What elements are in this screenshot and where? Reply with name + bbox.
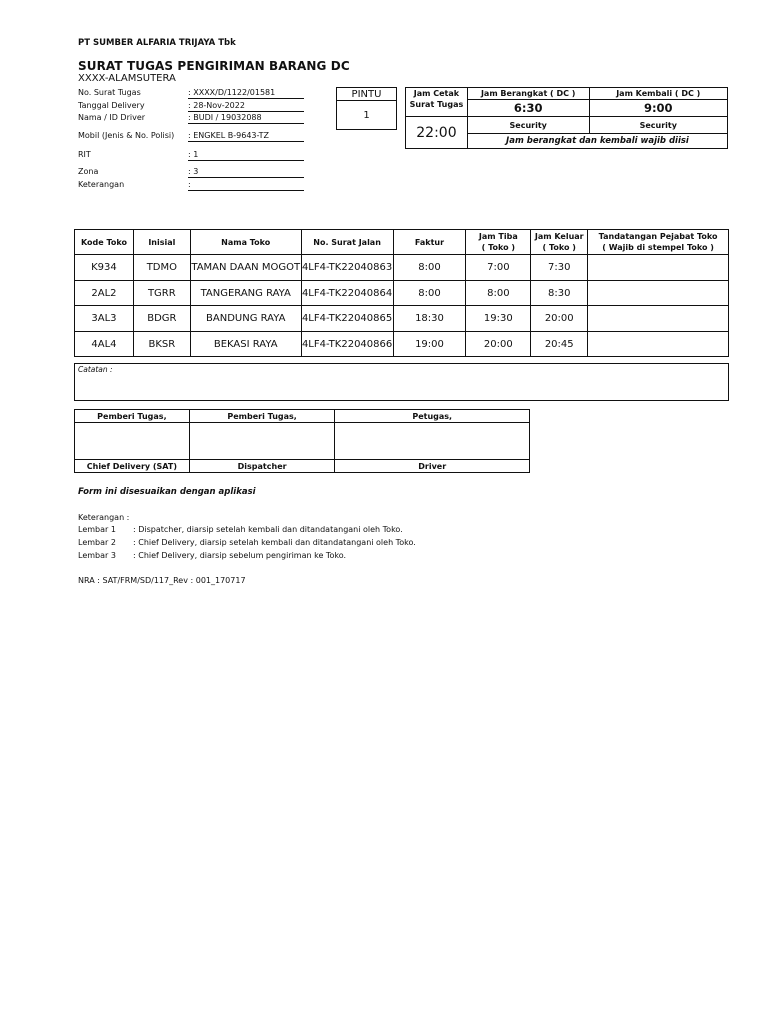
col-tandatangan: Tandatangan Pejabat Toko ( Wajib di stempel Toko ) [588, 230, 729, 255]
security-berangkat: Security [467, 117, 589, 134]
info-label: Keterangan [78, 180, 125, 189]
sign-header: Petugas, [335, 410, 530, 423]
signature-cell [588, 332, 729, 357]
sign-space [335, 423, 530, 460]
document-title: SURAT TUGAS PENGIRIMAN BARANG DC [78, 59, 350, 73]
table-row: K934 TDMO TAMAN DAAN MOGOT 4LF4-TK22040863 8:00 7:00 7:30 [75, 255, 729, 281]
info-value: : BUDI / 19032088 [188, 113, 304, 124]
info-value: : 1 [188, 150, 304, 161]
signature-cell [588, 255, 729, 281]
sign-role: Driver [335, 460, 530, 473]
sign-space [75, 423, 190, 460]
time-note: Jam berangkat dan kembali wajib diisi [467, 134, 727, 149]
jam-berangkat-label: Jam Berangkat ( DC ) [467, 88, 589, 100]
nra-code: NRA : SAT/FRM/SD/117_Rev : 001_170717 [78, 576, 246, 585]
time-box [405, 87, 728, 149]
sign-header: Pemberi Tugas, [189, 410, 335, 423]
sign-role: Dispatcher [189, 460, 335, 473]
pintu-value: 1 [337, 101, 397, 130]
col-nama: Nama Toko [190, 230, 301, 255]
company-name: PT SUMBER ALFARIA TRIJAYA Tbk [78, 38, 236, 48]
info-value: : ENGKEL B-9643-TZ [188, 131, 304, 142]
col-jam-keluar: Jam Keluar ( Toko ) [531, 230, 588, 255]
info-value: : 3 [188, 167, 304, 178]
lembar-label: Lembar 3 [78, 551, 116, 560]
info-label: Tanggal Delivery [78, 101, 145, 110]
lembar-desc: : Dispatcher, diarsip setelah kembali dan ditandatangani oleh Toko. [133, 525, 403, 534]
pintu-box [336, 87, 397, 130]
lembar-desc: : Chief Delivery, diarsip setelah kembali dan ditandatangani oleh Toko. [133, 538, 416, 547]
jam-cetak-label: Jam Cetak Surat Tugas [406, 88, 468, 117]
col-kode: Kode Toko [75, 230, 134, 255]
col-inisial: Inisial [133, 230, 190, 255]
info-value: : [188, 180, 304, 191]
info-label: Zona [78, 167, 99, 176]
catatan-label: Catatan : [78, 365, 113, 374]
table-row: 4AL4 BKSR BEKASI RAYA 4LF4-TK22040866 19:00 20:00 20:45 [75, 332, 729, 357]
pintu-label: PINTU [337, 88, 397, 101]
lembar-label: Lembar 1 [78, 525, 116, 534]
signature-cell [588, 306, 729, 332]
document-subtitle: XXXX-ALAMSUTERA [78, 73, 176, 84]
signature-cell [588, 281, 729, 306]
table-header-row [75, 230, 729, 255]
info-value: : 28-Nov-2022 [188, 101, 304, 112]
info-value: : XXXX/D/1122/01581 [188, 88, 304, 99]
info-label: No. Surat Tugas [78, 88, 141, 97]
sign-role: Chief Delivery (SAT) [75, 460, 190, 473]
table-row: 2AL2 TGRR TANGERANG RAYA 4LF4-TK22040864 8:00 8:00 8:30 [75, 281, 729, 306]
lembar-desc: : Chief Delivery, diarsip sebelum pengiriman ke Toko. [133, 551, 346, 560]
jam-berangkat-value: 6:30 [467, 100, 589, 117]
info-label: Mobil (Jenis & No. Polisi) [78, 131, 175, 140]
jam-kembali-label: Jam Kembali ( DC ) [589, 88, 728, 100]
sign-header: Pemberi Tugas, [75, 410, 190, 423]
col-surat-jalan: No. Surat Jalan [301, 230, 393, 255]
lembar-label: Lembar 2 [78, 538, 116, 547]
sign-space [189, 423, 335, 460]
jam-cetak-value: 22:00 [406, 117, 468, 149]
store-table [74, 229, 729, 357]
catatan-box [74, 363, 729, 401]
security-kembali: Security [589, 117, 728, 134]
signature-table [74, 409, 530, 473]
keterangan-title: Keterangan : [78, 513, 130, 522]
info-label: RIT [78, 150, 91, 159]
table-row: 3AL3 BDGR BANDUNG RAYA 4LF4-TK22040865 18:30 19:30 20:00 [75, 306, 729, 332]
col-faktur: Faktur [393, 230, 466, 255]
info-label: Nama / ID Driver [78, 113, 146, 122]
col-jam-tiba: Jam Tiba ( Toko ) [466, 230, 531, 255]
jam-kembali-value: 9:00 [589, 100, 728, 117]
form-note: Form ini disesuaikan dengan aplikasi [78, 487, 256, 497]
